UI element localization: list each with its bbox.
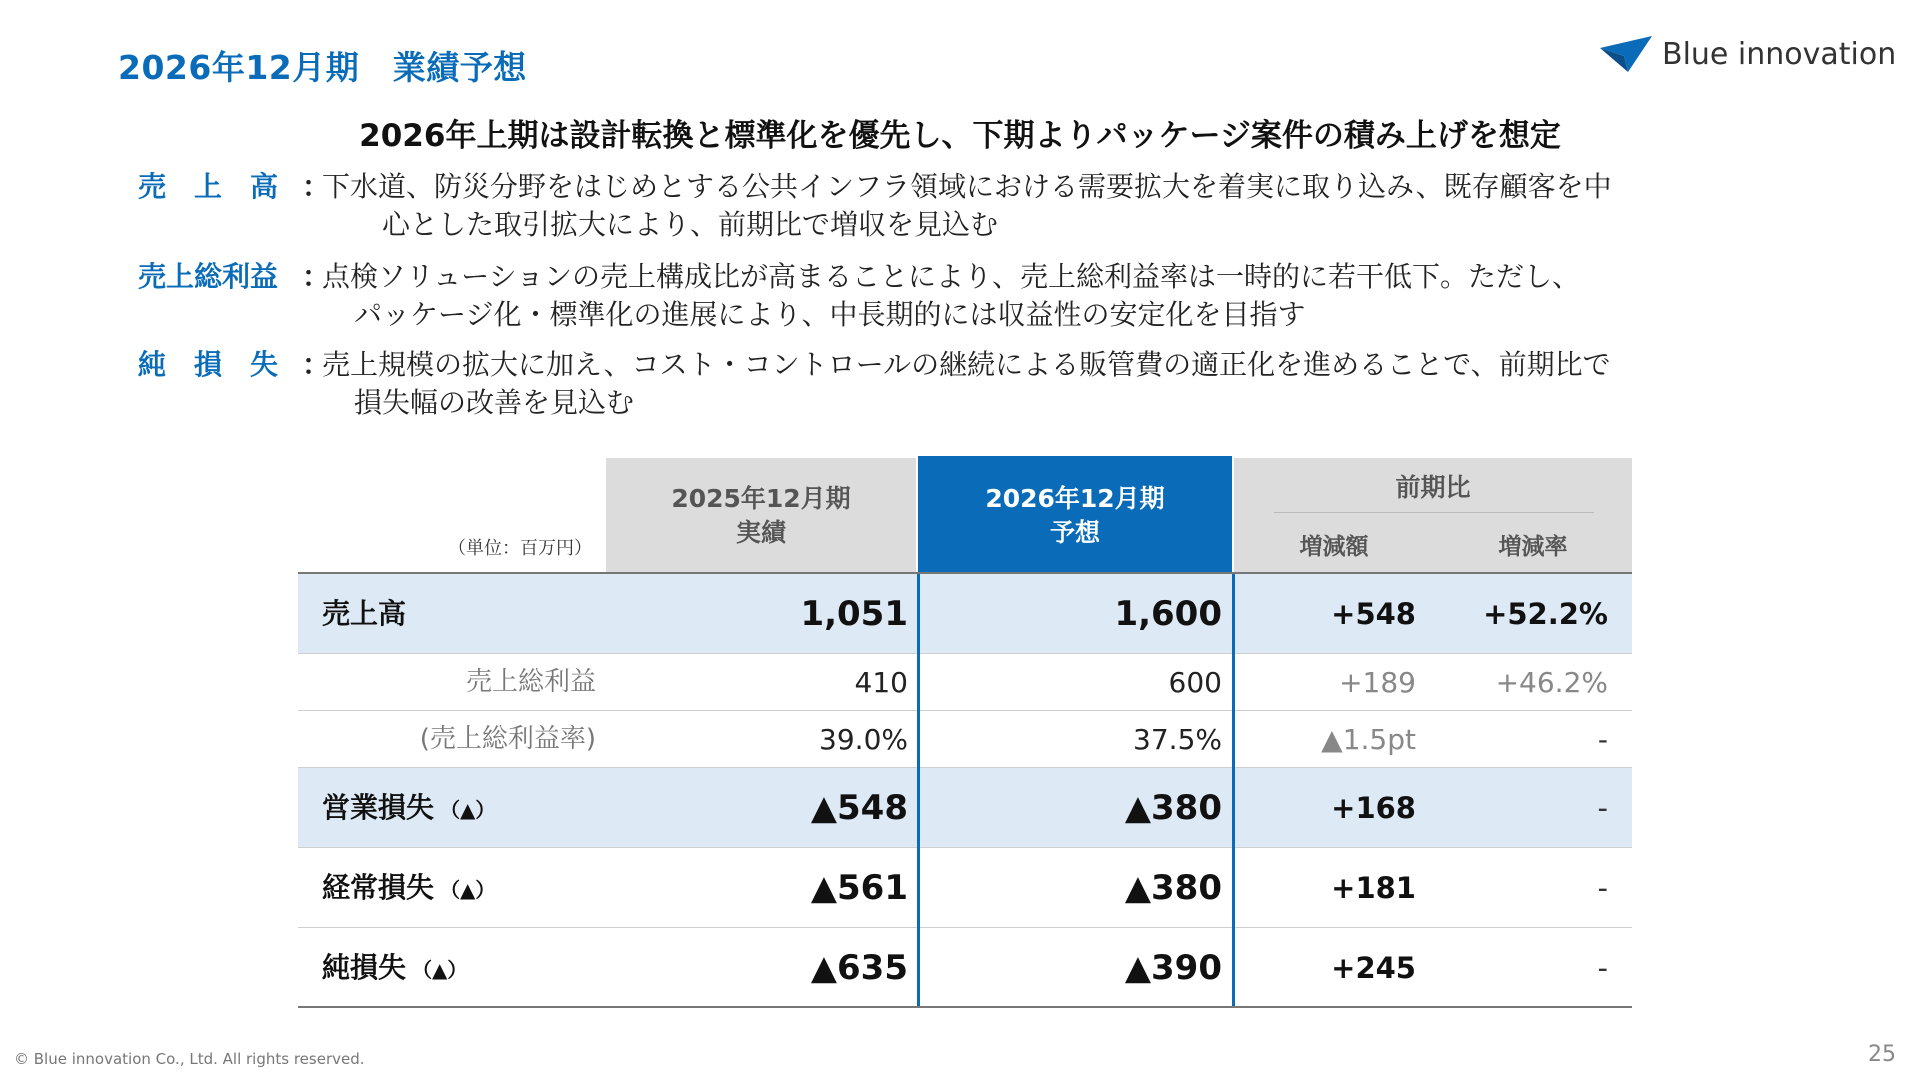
description-colon: ： [302,170,331,203]
page-title: 2026年12月期 業績予想 [118,48,527,87]
description-sales [138,168,1818,244]
row-label-text: 営業損失 [322,791,435,824]
row-label [322,768,495,850]
logo-mark-icon [1598,34,1654,74]
row-label: 売上総利益 [465,667,596,697]
cell-rate: - [1597,723,1608,756]
cell-prev: ▲548 [810,788,908,828]
cell-diff: +168 [1331,791,1416,825]
cell-diff: ▲1.5pt [1321,723,1416,756]
description-net-loss [138,346,1818,422]
description-text-cont: 損失幅の改善を見込む [354,386,635,419]
description-colon: ： [302,348,331,381]
row-label: 売上高 [322,597,407,630]
unit-label: （単位：百万円） [448,538,592,559]
header-rate: 増減率 [1498,534,1568,560]
cell-prev: 1,051 [800,594,908,634]
table-row-gross-profit [298,654,1632,711]
header-cur-period: 2026年12月期 [985,484,1165,513]
header-current-year [918,456,1232,572]
row-label: (売上総利益率) [419,724,596,754]
description-text: 下水道、防災分野をはじめとする公共インフラ領域における需要拡大を着実に取り込み、既存顧客を中 [322,170,1612,203]
forecast-column-right-border [1232,574,1235,1006]
cell-rate: +46.2% [1495,666,1608,699]
header-divider [1274,512,1594,513]
header-prev-type: 実績 [735,518,786,547]
cell-current: ▲390 [1124,948,1222,988]
forecast-column-left-border [917,574,920,1006]
cell-prev: 39.0% [819,723,908,756]
copyright: © Blue innovation Co., Ltd. All rights reserved. [14,1050,365,1068]
description-text-cont: 心とした取引拡大により、前期比で増収を見込む [382,208,999,241]
cell-diff: +181 [1331,871,1416,905]
cell-current: 1,600 [1114,594,1222,634]
table-row-gross-margin [298,711,1632,768]
page-number: 25 [1868,1042,1896,1067]
forecast-table [298,458,1632,988]
description-label: 売 上 高 [138,170,279,203]
cell-diff: +548 [1331,597,1416,631]
cell-prev: 410 [854,666,908,699]
table-header [298,458,1632,572]
table-row-operating-loss [298,768,1632,848]
table-body [298,574,1632,1008]
header-diff: 増減額 [1299,534,1369,560]
cell-rate: - [1597,791,1608,825]
header-cur-type: 予想 [1049,518,1100,547]
company-logo [1598,30,1898,78]
cell-current: ▲380 [1124,868,1222,908]
cell-current: 600 [1168,666,1222,699]
description-text: 売上規模の拡大に加え、コスト・コントロールの継続による販管費の適正化を進めることで、前期比で [322,348,1611,381]
cell-diff: +189 [1339,666,1416,699]
header-prev-period: 2025年12月期 [671,484,851,513]
description-label: 純 損 失 [138,348,279,381]
cell-prev: ▲561 [810,868,908,908]
table-row-sales [298,574,1632,654]
description-colon: ： [302,260,331,293]
page-subtitle: 2026年上期は設計転換と標準化を優先し、下期よりパッケージ案件の積み上げを想定 [359,118,1561,154]
header-comparison-title: 前期比 [1395,473,1471,502]
row-label [322,928,467,1010]
table-row-net-loss [298,928,1632,1008]
cell-current: 37.5% [1133,723,1222,756]
cell-current: ▲380 [1124,788,1222,828]
cell-diff: +245 [1331,951,1416,985]
row-label-text: 経常損失 [322,871,435,904]
cell-rate: +52.2% [1483,597,1608,631]
row-label-paren: （▲） [440,798,496,822]
logo-text: Blue innovation [1662,36,1897,72]
row-label [322,848,495,930]
description-text: 点検ソリューションの売上構成比が高まることにより、売上総利益率は一時的に若干低下。ただし、 [322,260,1581,293]
description-label: 売上総利益 [138,260,279,293]
header-comparison [1234,458,1632,572]
row-label-paren: （▲） [440,878,496,902]
cell-rate: - [1597,871,1608,905]
cell-prev: ▲635 [810,948,908,988]
description-text-cont: パッケージ化・標準化の進展により、中長期的には収益性の安定化を目指す [354,298,1306,331]
header-prev-year [606,458,916,572]
table-row-ordinary-loss [298,848,1632,928]
cell-rate: - [1597,951,1608,985]
row-label-paren: （▲） [412,958,468,982]
row-label-text: 純損失 [322,951,407,984]
description-gross-profit [138,258,1818,334]
